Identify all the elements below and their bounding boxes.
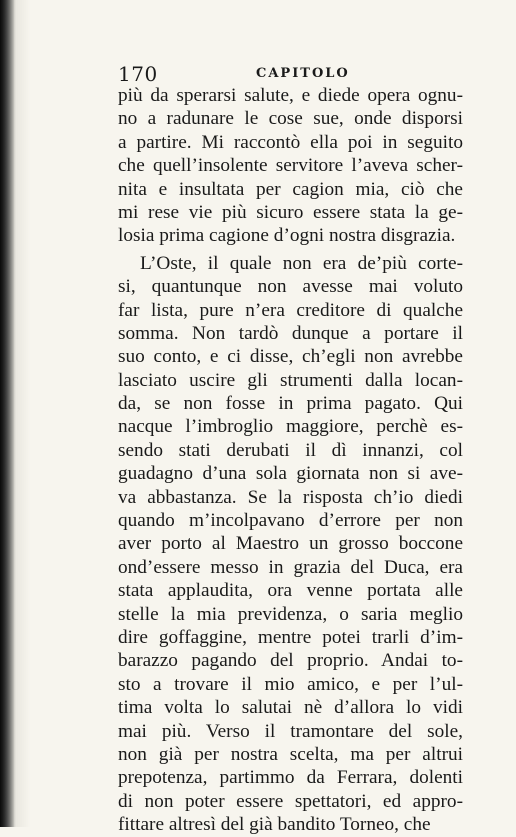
text-line: L’Oste, il quale non era de’più corte- — [140, 252, 463, 274]
text-line: di non poter essere spettatori, ed appro- — [118, 790, 463, 812]
text-line: aver porto al Maestro un grosso boccone — [118, 533, 463, 555]
text-line: da, se non fosse in prima pagato. Qui — [118, 393, 463, 415]
body-text — [118, 84, 463, 837]
text-line: mai più. Verso il tramontare del sole, — [118, 720, 463, 742]
page-header — [118, 62, 458, 86]
text-line: più da sperarsi salute, e diede opera ognu- — [118, 85, 463, 106]
text-line: a partire. Mi raccontò ella poi in seguito — [118, 131, 463, 153]
text-line: si, quantunque non avesse mai voluto — [118, 276, 463, 298]
page-number: 170 — [118, 62, 158, 86]
text-line: barazzo pagando del proprio. Andai to- — [118, 650, 463, 672]
text-line: nacque l’imbroglio maggiore, perchè es- — [118, 416, 463, 438]
text-line: non già per nostra scelta, ma per altrui — [118, 743, 463, 765]
text-line: che quell’insolente servitore l’aveva scher- — [118, 155, 463, 177]
text-line: stelle la mia previdenza, o saria meglio — [118, 603, 463, 625]
text-line: no a radunare le cose sue, onde disporsi — [118, 108, 463, 130]
text-line: dire goffaggine, mentre potei trarli d’im- — [118, 626, 463, 648]
text-line: far lista, pure n’era creditore di qualche — [118, 299, 463, 321]
text-line: lasciato uscire gli strumenti dalla locan- — [118, 369, 463, 391]
text-line: stata applaudita, ora venne portata alle — [118, 580, 463, 602]
text-line: losia prima cagione d’ogni nostra disgrazia. — [118, 225, 456, 247]
text-line: va abbastanza. Se la risposta ch’io diedi — [118, 486, 463, 508]
running-head: CAPITOLO — [256, 66, 350, 81]
text-line: tima volta lo salutai nè d’allora lo vidi — [118, 697, 463, 719]
text-line: quando m’incolpavano d’errore per non — [118, 510, 463, 532]
text-line: nita e insultata per cagion mia, ciò che — [118, 178, 463, 200]
paragraph — [118, 252, 463, 837]
text-line: mi rese vie più sicuro essere stata la ge- — [118, 201, 463, 223]
text-line: sendo stati derubati il dì innanzi, col — [118, 439, 463, 461]
text-line: prepotenza, partimmo da Ferrara, dolenti — [118, 767, 463, 789]
text-line: fittare altresì del già bandito Torneo, che — [118, 814, 431, 836]
text-line: guadagno d’una sola giornata non si ave- — [118, 463, 463, 485]
paragraph — [118, 84, 463, 248]
text-line: ond’essere messo in grazia del Duca, era — [118, 556, 463, 578]
text-line: suo conto, e ci disse, ch’egli non avrebbe — [118, 346, 463, 368]
text-line: somma. Non tardò dunque a portare il — [118, 322, 463, 344]
binding-gutter-shadow — [0, 0, 14, 827]
text-line: sto a trovare il mio amico, e per l’ul- — [118, 673, 463, 695]
